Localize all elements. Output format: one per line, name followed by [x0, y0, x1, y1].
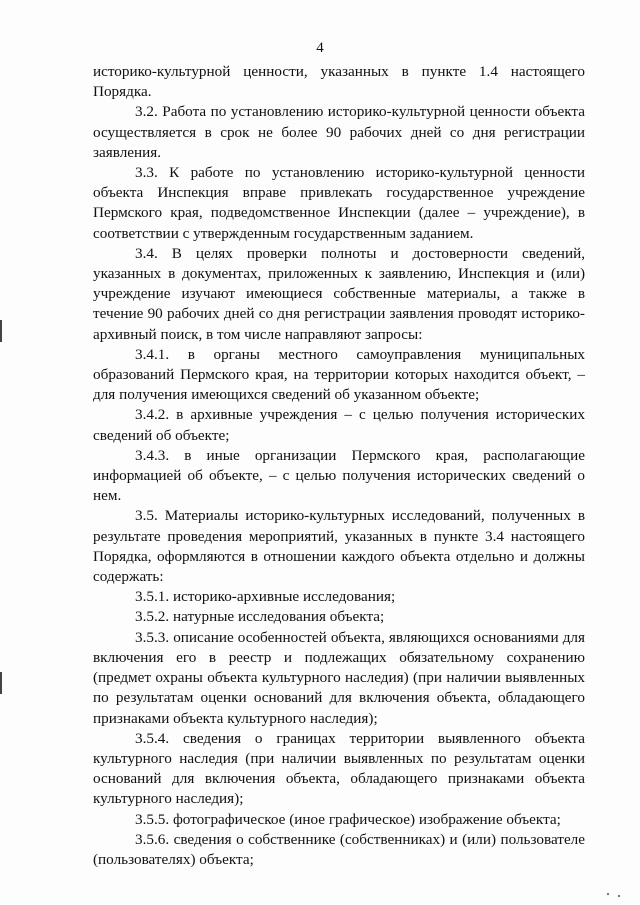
scan-edge-mark: [0, 320, 2, 342]
document-body: [93, 62, 585, 870]
paragraph-3-2: 3.2. Работа по установлению историко-культурной ценности объекта осуществляется в срок не более 90 рабочих дней со дня регистрации заявления.: [93, 103, 585, 161]
paragraph-3-5-2: 3.5.2. натурные исследования объекта;: [135, 608, 385, 626]
paragraph-3-3: 3.3. К работе по установлению историко-культурной ценности объекта Инспекция вправе привлекать государственное учреждение Пермского края, подведомственное Инспекции (далее – учреждение), в соответствии с утвержденным государственным заданием.: [93, 164, 585, 242]
paragraph-3-5-5: 3.5.5. фотографическое (иное графическое) изображение объекта;: [135, 810, 561, 828]
paragraph-3-4-1: 3.4.1. в органы местного самоуправления муниципальных образований Пермского края, на территории которых находится объект, – для получения имеющихся сведений об указанном объекте;: [93, 345, 585, 404]
paragraph-3-4: 3.4. В целях проверки полноты и достоверности сведений, указанных в документах, приложенных к заявлению, Инспекция и (или) учреждение изучают имеющиеся собственные материалы, а также в течение 90 рабочих дней со дня регистрации заявления проводят историко-архивный поиск, в том числе направляют запросы:: [93, 244, 585, 343]
paragraph-3-4-2: 3.4.2. в архивные учреждения – с целью получения исторических сведений об объекте;: [93, 406, 585, 444]
paragraph-3-5: 3.5. Материалы историко-культурных исследований, полученных в результате проведения мероприятий, указанных в пункте 3.4 настоящего Порядка, оформляются в отношении каждого объекта отдельно и должны содержать:: [93, 507, 585, 586]
paragraph-3-5-3: 3.5.3. описание особенностей объекта, являющихся основаниями для включения его в реестр и подлежащих обязательному сохранению (предмет охраны объекта культурного наследия) (при наличии выявленных по результатам оценки оснований для включения объекта, обладающего признаками объекта культурного наследия);: [93, 628, 585, 727]
paragraph-continuation: историко-культурной ценности, указанных в пункте 1.4 настоящего Порядка.: [93, 63, 585, 101]
scan-artifact: [618, 895, 620, 897]
paragraph-3-5-6: 3.5.6. сведения о собственнике (собственниках) и (или) пользователе (пользователях) объекта;: [93, 830, 585, 868]
paragraph-3-4-3: 3.4.3. в иные организации Пермского края, располагающие информацией об объекте, – с целью получения исторических сведений о нем.: [93, 446, 585, 505]
paragraph-3-5-1: 3.5.1. историко-архивные исследования;: [135, 588, 396, 606]
page-number: 4: [316, 40, 324, 56]
paragraph-3-5-4: 3.5.4. сведения о границах территории выявленного объекта культурного наследия (при наличии выявленных по результатам оценки оснований для включения объекта, обладающего признаками объекта культурного наследия);: [93, 729, 585, 808]
scan-artifact: [607, 893, 609, 895]
scan-edge-mark: [0, 672, 2, 694]
